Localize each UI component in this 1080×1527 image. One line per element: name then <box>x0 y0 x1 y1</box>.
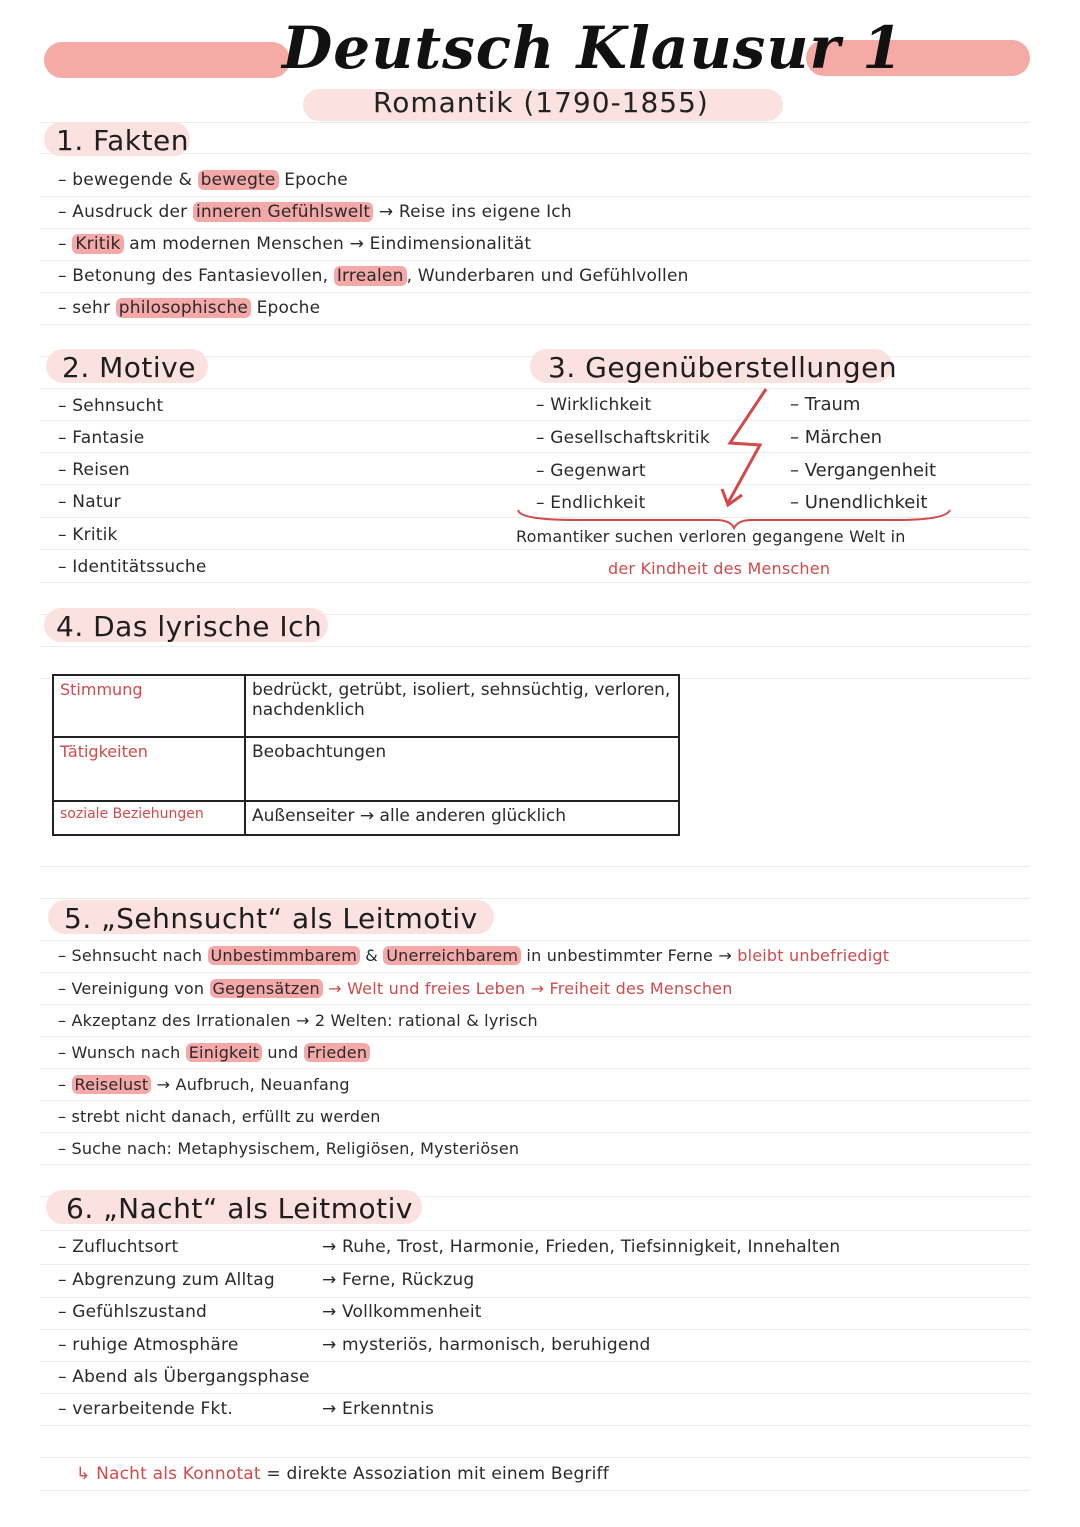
section-heading-motive: 2. Motive <box>62 351 196 384</box>
table-key: Stimmung <box>53 675 245 737</box>
section-heading-sehnsucht: 5. „Sehnsucht“ als Leitmotiv <box>64 902 478 935</box>
sehnsucht-line-4: – Wunsch nach Einigkeit und Frieden <box>58 1043 370 1062</box>
nacht-right-item: → Ruhe, Trost, Harmonie, Frieden, Tiefsinnigkeit, Innehalten <box>322 1237 841 1257</box>
gegen-left-item: – Gegenwart <box>536 461 646 481</box>
nacht-left-item: – Abgrenzung zum Alltag <box>58 1270 275 1290</box>
sehnsucht-line-3: – Akzeptanz des Irrationalen → 2 Welten: rational & lyrisch <box>58 1011 538 1030</box>
gegen-right-item: – Unendlichkeit <box>790 492 928 513</box>
motive-item: – Sehnsucht <box>58 396 164 416</box>
section-heading-fakten: 1. Fakten <box>56 124 189 157</box>
section-heading-lyrisches-ich: 4. Das lyrische Ich <box>56 610 323 643</box>
sehnsucht-line-6: – strebt nicht danach, erfüllt zu werden <box>58 1107 381 1126</box>
nacht-right-item: → Ferne, Rückzug <box>322 1270 475 1290</box>
gegen-note-line-2: der Kindheit des Menschen <box>608 559 831 578</box>
nacht-left-item: – verarbeitende Fkt. <box>58 1399 234 1419</box>
nacht-left-item: – Gefühlszustand <box>58 1302 208 1322</box>
gegen-left-item: – Wirklichkeit <box>536 395 652 415</box>
motive-item: – Natur <box>58 492 121 512</box>
page-title: Deutsch Klausur 1 <box>282 14 904 82</box>
table-key: soziale Beziehungen <box>53 801 245 835</box>
table-row <box>53 675 679 737</box>
fakten-line-1: – bewegende & bewegte Epoche <box>58 170 348 190</box>
title-bar-left <box>44 42 290 78</box>
table-row <box>53 801 679 835</box>
motive-item: – Fantasie <box>58 428 145 448</box>
nacht-left-item: – Zufluchtsort <box>58 1237 179 1257</box>
page-subtitle: Romantik (1790-1855) <box>373 86 709 119</box>
motive-item: – Identitätssuche <box>58 557 207 577</box>
lightning-arrow-icon <box>718 385 778 515</box>
nacht-right-item: → Vollkommenheit <box>322 1302 482 1322</box>
motive-item: – Kritik <box>58 525 118 545</box>
fakten-line-4: – Betonung des Fantasievollen, Irrealen , Wunderbaren und Gefühlvollen <box>58 266 689 286</box>
nacht-right-item: → Erkenntnis <box>322 1399 435 1419</box>
sehnsucht-line-7: – Suche nach: Metaphysischem, Religiösen, Mysteriösen <box>58 1139 520 1158</box>
lyrisches-ich-table <box>52 674 680 836</box>
gegen-left-item: – Endlichkeit <box>536 493 646 513</box>
return-arrow-icon: ↳ <box>76 1464 97 1484</box>
section-heading-gegenueberstellungen: 3. Gegenüberstellungen <box>548 351 898 384</box>
gegen-right-item: – Märchen <box>790 427 883 448</box>
fakten-line-5: – sehr philosophische Epoche <box>58 298 321 318</box>
table-value: Außenseiter → alle anderen glücklich <box>245 801 679 835</box>
table-key: Tätigkeiten <box>53 737 245 801</box>
motive-item: – Reisen <box>58 460 130 480</box>
sehnsucht-line-2: – Vereinigung von Gegensätzen → Welt und freies Leben → Freiheit des Menschen <box>58 979 733 998</box>
nacht-right-item: → mysteriös, harmonisch, beruhigend <box>322 1335 651 1355</box>
nacht-left-item: – ruhige Atmosphäre <box>58 1335 239 1355</box>
fakten-line-2: – Ausdruck der inneren Gefühlswelt → Reise ins eigene Ich <box>58 202 572 222</box>
gegen-right-item: – Traum <box>790 394 861 415</box>
table-value: bedrückt, getrübt, isoliert, sehnsüchtig, verloren, nachdenklich <box>245 675 679 737</box>
gegen-right-item: – Vergangenheit <box>790 460 937 481</box>
gegen-note-line-1: Romantiker suchen verloren gegangene Welt in <box>516 527 906 546</box>
fakten-line-3: – Kritik am modernen Menschen → Eindimensionalität <box>58 234 532 254</box>
sehnsucht-line-5: – Reiselust → Aufbruch, Neuanfang <box>58 1075 350 1094</box>
table-value: Beobachtungen <box>245 737 679 801</box>
gegen-left-item: – Gesellschaftskritik <box>536 428 710 448</box>
sehnsucht-line-1: – Sehnsucht nach Unbestimmbarem & Unerreichbarem in unbestimmter Ferne → bleibt unbefriedigt <box>58 946 890 965</box>
section-heading-nacht: 6. „Nacht“ als Leitmotiv <box>66 1192 414 1225</box>
nacht-footer-note: ↳ Nacht als Konnotat = direkte Assoziation mit einem Begriff <box>76 1464 609 1484</box>
table-row <box>53 737 679 801</box>
nacht-left-item: – Abend als Übergangsphase <box>58 1367 310 1387</box>
